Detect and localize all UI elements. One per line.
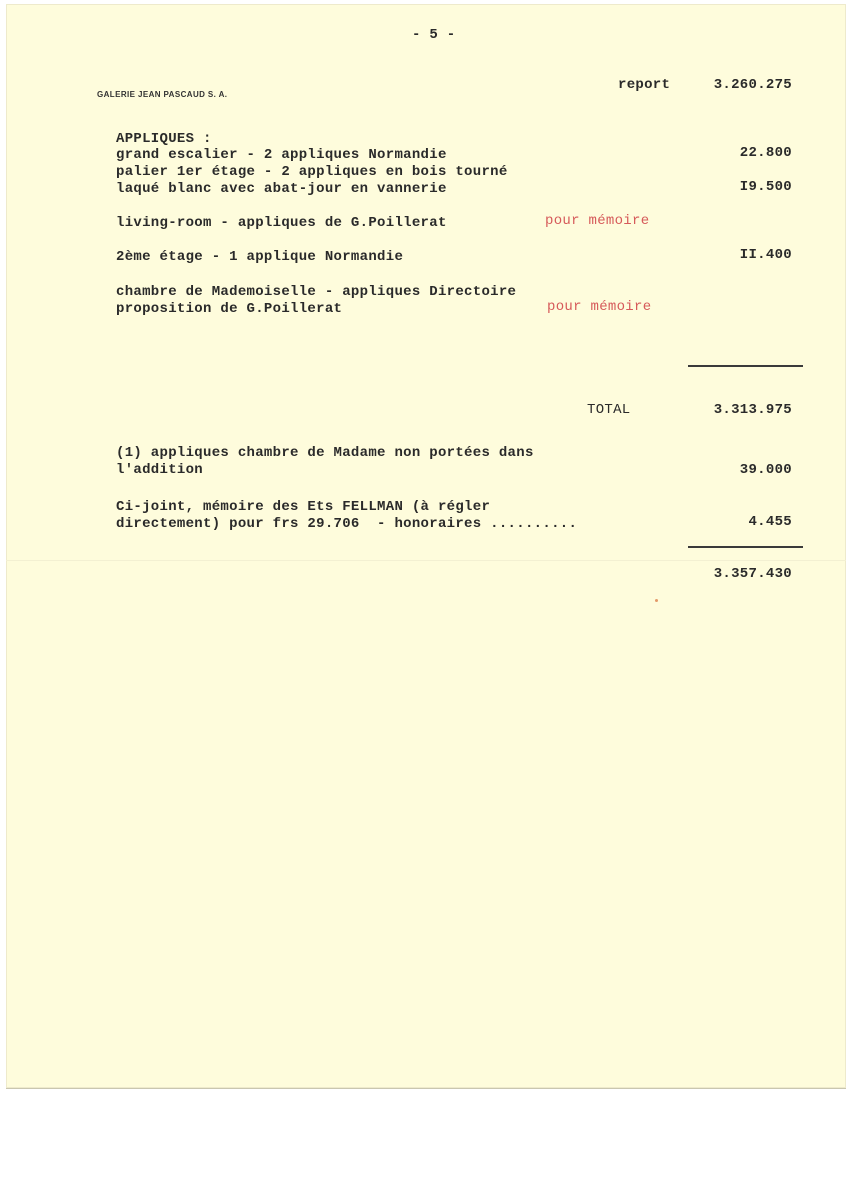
amount-fellman: 4.455	[748, 514, 792, 530]
fold-line	[6, 560, 846, 561]
rule-subtotal	[688, 365, 803, 367]
note-chambre: pour mémoire	[547, 299, 652, 315]
line-fellman-a: Ci-joint, mémoire des Ets FELLMAN (à régler	[116, 499, 491, 515]
amount-palier: I9.500	[739, 179, 792, 195]
report-label: report	[618, 77, 671, 93]
line-madame-a: (1) appliques chambre de Madame non portées dans	[116, 445, 534, 461]
grand-total-amount: 3.357.430	[713, 566, 792, 582]
line-chambre-b: proposition de G.Poillerat	[116, 301, 343, 317]
line-fellman-b: directement) pour frs 29.706 - honoraires ..........	[116, 516, 578, 532]
line-palier-a: palier 1er étage - 2 appliques en bois tourné	[116, 164, 508, 180]
total-label: TOTAL	[587, 402, 631, 418]
line-living-room: living-room - appliques de G.Poillerat	[116, 215, 447, 231]
page-number: - 5 -	[412, 27, 456, 43]
line-palier-b: laqué blanc avec abat-jour en vannerie	[116, 181, 447, 197]
letterhead: GALERIE JEAN PASCAUD S. A.	[97, 90, 228, 99]
line-grand-escalier: grand escalier - 2 appliques Normandie	[116, 147, 447, 163]
amount-madame: 39.000	[739, 462, 792, 478]
ink-spot	[655, 599, 658, 602]
amount-2eme-etage: II.400	[739, 247, 792, 263]
total-amount: 3.313.975	[713, 402, 792, 418]
line-chambre-a: chambre de Mademoiselle - appliques Directoire	[116, 284, 517, 300]
line-2eme-etage: 2ème étage - 1 applique Normandie	[116, 249, 404, 265]
rule-total	[688, 546, 803, 548]
report-amount: 3.260.275	[713, 77, 792, 93]
amount-grand-escalier: 22.800	[739, 145, 792, 161]
line-madame-b: l'addition	[116, 462, 204, 478]
note-living-room: pour mémoire	[545, 213, 650, 229]
section-title: APPLIQUES :	[116, 131, 212, 147]
